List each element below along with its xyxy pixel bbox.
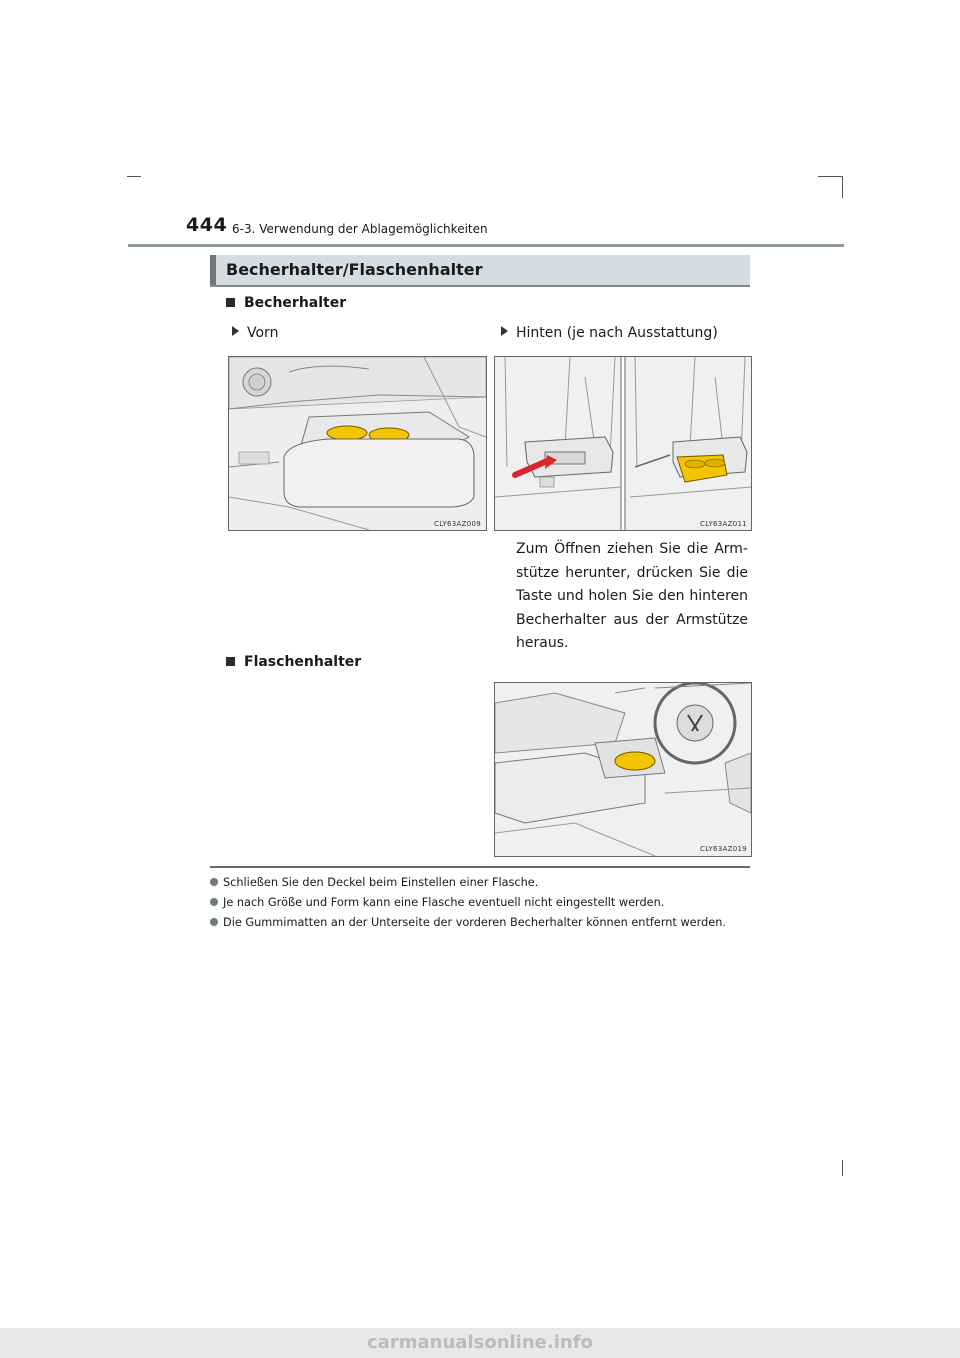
section-title: Becherhalter/Flaschenhalter	[226, 260, 483, 279]
rear-cupholder-illustration	[495, 357, 751, 530]
subheading-becherhalter-text: Becherhalter	[244, 295, 347, 311]
page-number: 444	[186, 214, 228, 236]
square-bullet-icon	[226, 298, 235, 307]
note-text: Schließen Sie den Deckel beim Einstellen einer Flasche.	[223, 876, 539, 889]
subheading-flaschenhalter-text: Flaschenhalter	[244, 654, 362, 670]
subheading-becherhalter	[226, 295, 346, 311]
front-label-text: Vorn	[247, 325, 279, 341]
figure-rear-cupholder	[494, 356, 752, 531]
triangle-bullet-icon	[501, 326, 508, 336]
crop-mark	[127, 176, 141, 177]
rear-label-text: Hinten (je nach Ausstattung)	[516, 325, 718, 341]
square-bullet-icon	[226, 657, 235, 666]
running-head: 6-3. Verwendung der Ablagemöglichkeiten	[232, 222, 488, 236]
note-item	[210, 916, 726, 929]
front-cupholder-illustration	[229, 357, 486, 530]
figure-bottle-holder	[494, 682, 752, 857]
note-item	[210, 876, 538, 889]
figure-code: CLY63AZ019	[700, 845, 747, 853]
header-rule	[128, 244, 844, 247]
bullet-dot-icon	[210, 898, 218, 906]
triangle-bullet-icon	[232, 326, 239, 336]
section-accent	[210, 255, 216, 285]
figure-code: CLY63AZ009	[434, 520, 481, 528]
crop-mark	[842, 1160, 843, 1176]
subheading-flaschenhalter	[226, 654, 361, 670]
figure-front-cupholder	[228, 356, 487, 531]
front-label	[232, 325, 278, 341]
rear-label	[501, 325, 718, 341]
bullet-dot-icon	[210, 918, 218, 926]
figure-code: CLY63AZ011	[700, 520, 747, 528]
watermark: carmanualsonline.info	[0, 1328, 960, 1358]
crop-mark	[818, 176, 842, 177]
bullet-dot-icon	[210, 878, 218, 886]
bottle-holder-illustration	[495, 683, 751, 856]
note-text: Die Gummimatten an der Unterseite der vorderen Becherhalter können entfernt werden.	[223, 916, 726, 929]
note-item	[210, 896, 664, 909]
notes-rule	[210, 866, 750, 868]
crop-mark	[842, 176, 843, 198]
rear-cupholder-description: Zum Öffnen ziehen Sie die Arm-stütze herunter, drücken Sie die Taste und holen Sie den hinteren Becherhalter aus der Armstütze heraus.	[516, 541, 748, 651]
section-title-bar	[210, 255, 750, 287]
note-text: Je nach Größe und Form kann eine Flasche eventuell nicht eingestellt werden.	[223, 896, 665, 909]
